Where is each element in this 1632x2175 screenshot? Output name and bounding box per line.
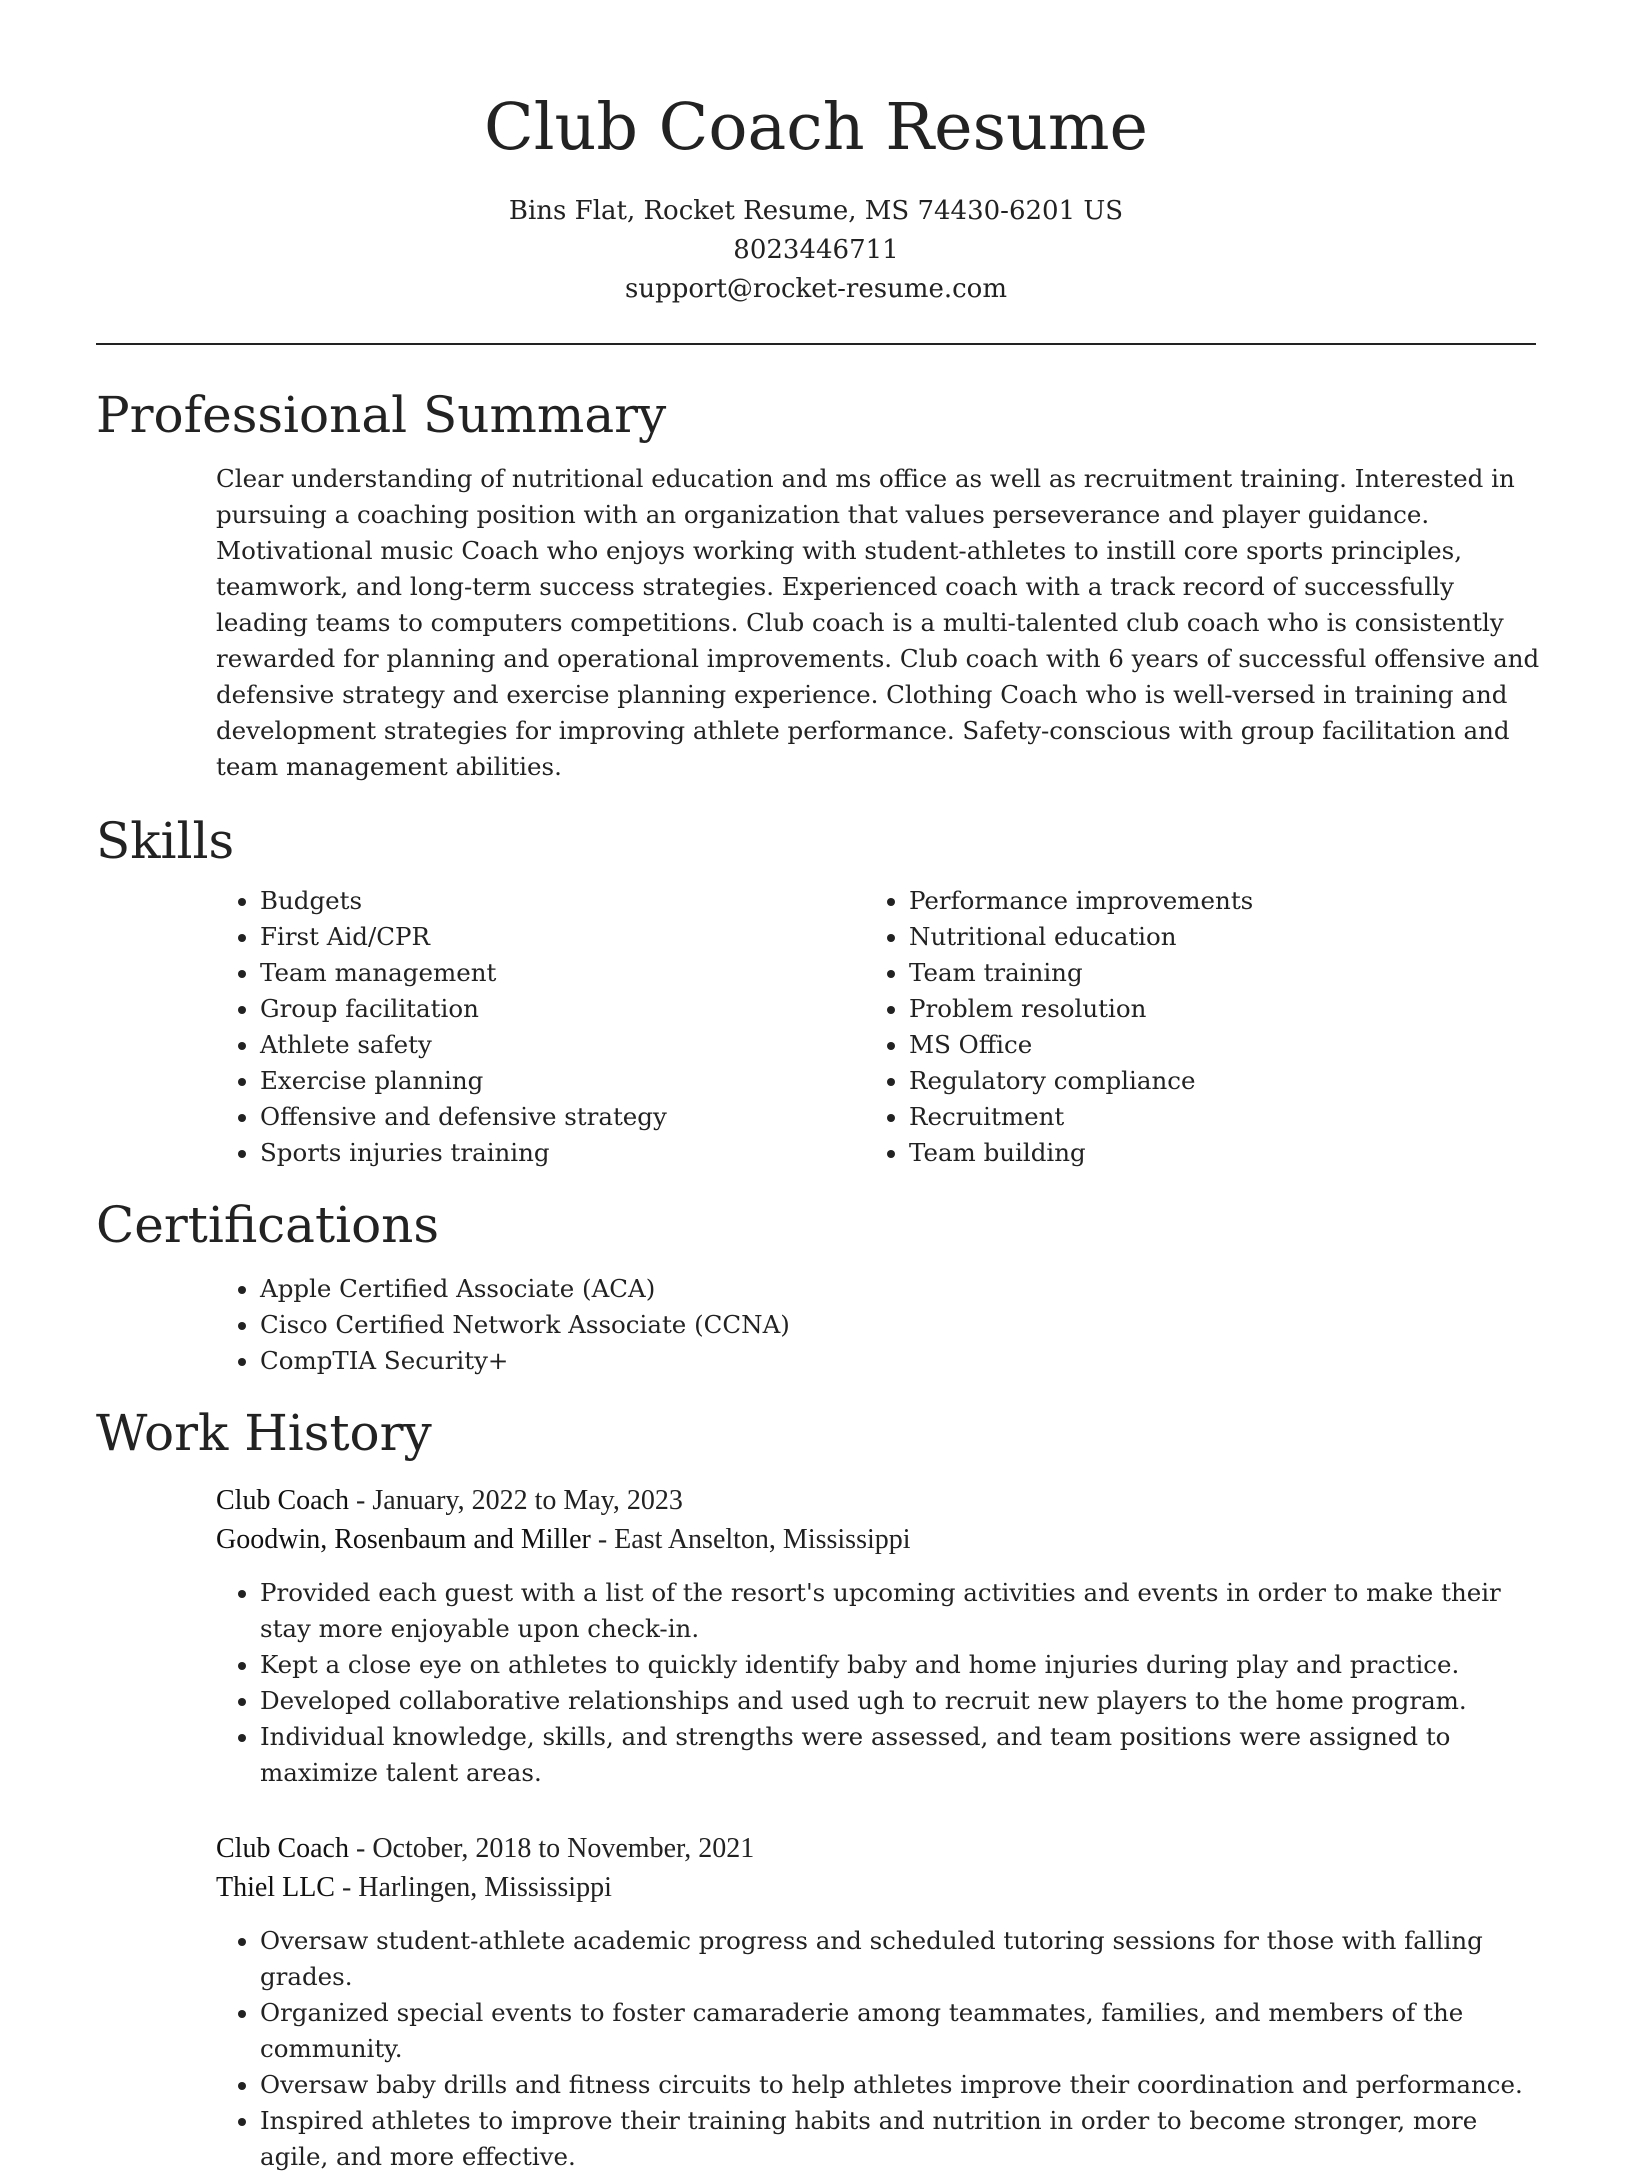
- duty-item: • Kept a close eye on athletes to quickly identify baby and home injuries during play and practice.: [260, 1647, 1530, 1683]
- job-dates: - January, 2022 to May, 2023: [349, 1485, 683, 1516]
- duty-item: • Developed collaborative relationships and used ugh to recruit new players to the home program.: [260, 1683, 1530, 1719]
- summary-text: Clear understanding of nutritional education and ms office as well as recruitment training. Interested in pursuing a coaching position with an organization that values perseverance and player guidance. Motivational music Coach who enjoys working with student-athletes to instill core sports principles, teamwork, and long-term success strategies. Experienced coach with a track record of successfully leading teams to computers competitions. Club coach is a multi-talented club coach who is consistently rewarded for planning and operational improvements. Club coach with 6 years of successful offensive and defensive strategy and exercise planning experience. Clothing Coach who is well-versed in training and development strategies for improving athlete performance. Safety-conscious with group facilitation and team management abilities.: [216, 464, 1540, 781]
- skill-item: • Performance improvements: [909, 883, 1509, 919]
- skills-list: [216, 883, 1536, 1171]
- skill-item: • Recruitment: [909, 1099, 1509, 1135]
- job-title-line: [216, 1481, 1536, 1520]
- skill-item: • First Aid/CPR: [260, 919, 865, 955]
- skill-item: • Nutritional education: [909, 919, 1509, 955]
- skill-item: • Exercise planning: [260, 1063, 865, 1099]
- summary-heading: Professional Summary: [96, 386, 667, 444]
- skills-heading: Skills: [96, 812, 235, 870]
- resume-header: [96, 0, 1536, 309]
- resume-title: Club Coach Resume: [484, 90, 1148, 165]
- job-location: - East Anselton, Mississippi: [590, 1524, 911, 1555]
- skill-item: • Team training: [909, 955, 1509, 991]
- skill-item: • Sports injuries training: [260, 1135, 865, 1171]
- job-title-line: [216, 1829, 1536, 1868]
- work-history-heading: Work History: [96, 1404, 432, 1462]
- header-divider: [96, 343, 1536, 345]
- skills-column-right: [865, 883, 1509, 1171]
- duty-item: • Organized special events to foster camaraderie among teammates, families, and members of the community.: [260, 1995, 1530, 2067]
- skill-item: • MS Office: [909, 1027, 1509, 1063]
- job-header: [216, 1829, 1536, 1907]
- job-duties: [216, 1923, 1530, 2175]
- job-entry: [96, 1829, 1536, 2175]
- skill-item: • Regulatory compliance: [909, 1063, 1509, 1099]
- skill-item: • Budgets: [260, 883, 865, 919]
- job-company-line: [216, 1868, 1536, 1907]
- job-header: [216, 1481, 1536, 1559]
- job-dates: - October, 2018 to November, 2021: [349, 1833, 755, 1864]
- skill-item: • Problem resolution: [909, 991, 1509, 1027]
- skill-item: • Team management: [260, 955, 865, 991]
- duty-item: • Oversaw baby drills and fitness circuits to help athletes improve their coordination and performance.: [260, 2067, 1530, 2103]
- certification-item: • Cisco Certified Network Associate (CCNA): [260, 1307, 1530, 1343]
- skill-item: • Team building: [909, 1135, 1509, 1171]
- email: support@rocket-resume.com: [624, 274, 1007, 304]
- duty-item: • Individual knowledge, skills, and strengths were assessed, and team positions were assigned to maximize talent areas.: [260, 1719, 1530, 1791]
- certifications-list: [216, 1271, 1530, 1379]
- certifications-heading: Certifications: [96, 1196, 440, 1254]
- job-role: Club Coach: [216, 1485, 349, 1516]
- skill-item: • Athlete safety: [260, 1027, 865, 1063]
- address: Bins Flat, Rocket Resume, MS 74430-6201 US: [508, 196, 1124, 226]
- duty-item: • Oversaw student-athlete academic progress and scheduled tutoring sessions for those with falling grades.: [260, 1923, 1530, 1995]
- skill-item: • Group facilitation: [260, 991, 865, 1027]
- job-location: - Harlingen, Mississippi: [334, 1872, 612, 1903]
- certification-item: • Apple Certified Associate (ACA): [260, 1271, 1530, 1307]
- phone: 8023446711: [733, 235, 899, 265]
- skills-column-left: [216, 883, 865, 1171]
- resume-page: [96, 0, 1540, 2175]
- job-company: Goodwin, Rosenbaum and Miller: [216, 1524, 591, 1555]
- duty-item: • Provided each guest with a list of the resort's upcoming activities and events in order to make their stay more enjoyable upon check-in.: [260, 1575, 1530, 1647]
- certification-item: • CompTIA Security+: [260, 1343, 1530, 1379]
- job-duties: [216, 1575, 1530, 1791]
- job-company-line: [216, 1520, 1536, 1559]
- job-entry: [96, 1481, 1536, 1791]
- contact-info: [96, 192, 1536, 309]
- skill-item: • Offensive and defensive strategy: [260, 1099, 865, 1135]
- job-company: Thiel LLC: [216, 1872, 335, 1903]
- job-role: Club Coach: [216, 1833, 349, 1864]
- duty-item: • Inspired athletes to improve their training habits and nutrition in order to become stronger, more agile, and more effective.: [260, 2103, 1530, 2175]
